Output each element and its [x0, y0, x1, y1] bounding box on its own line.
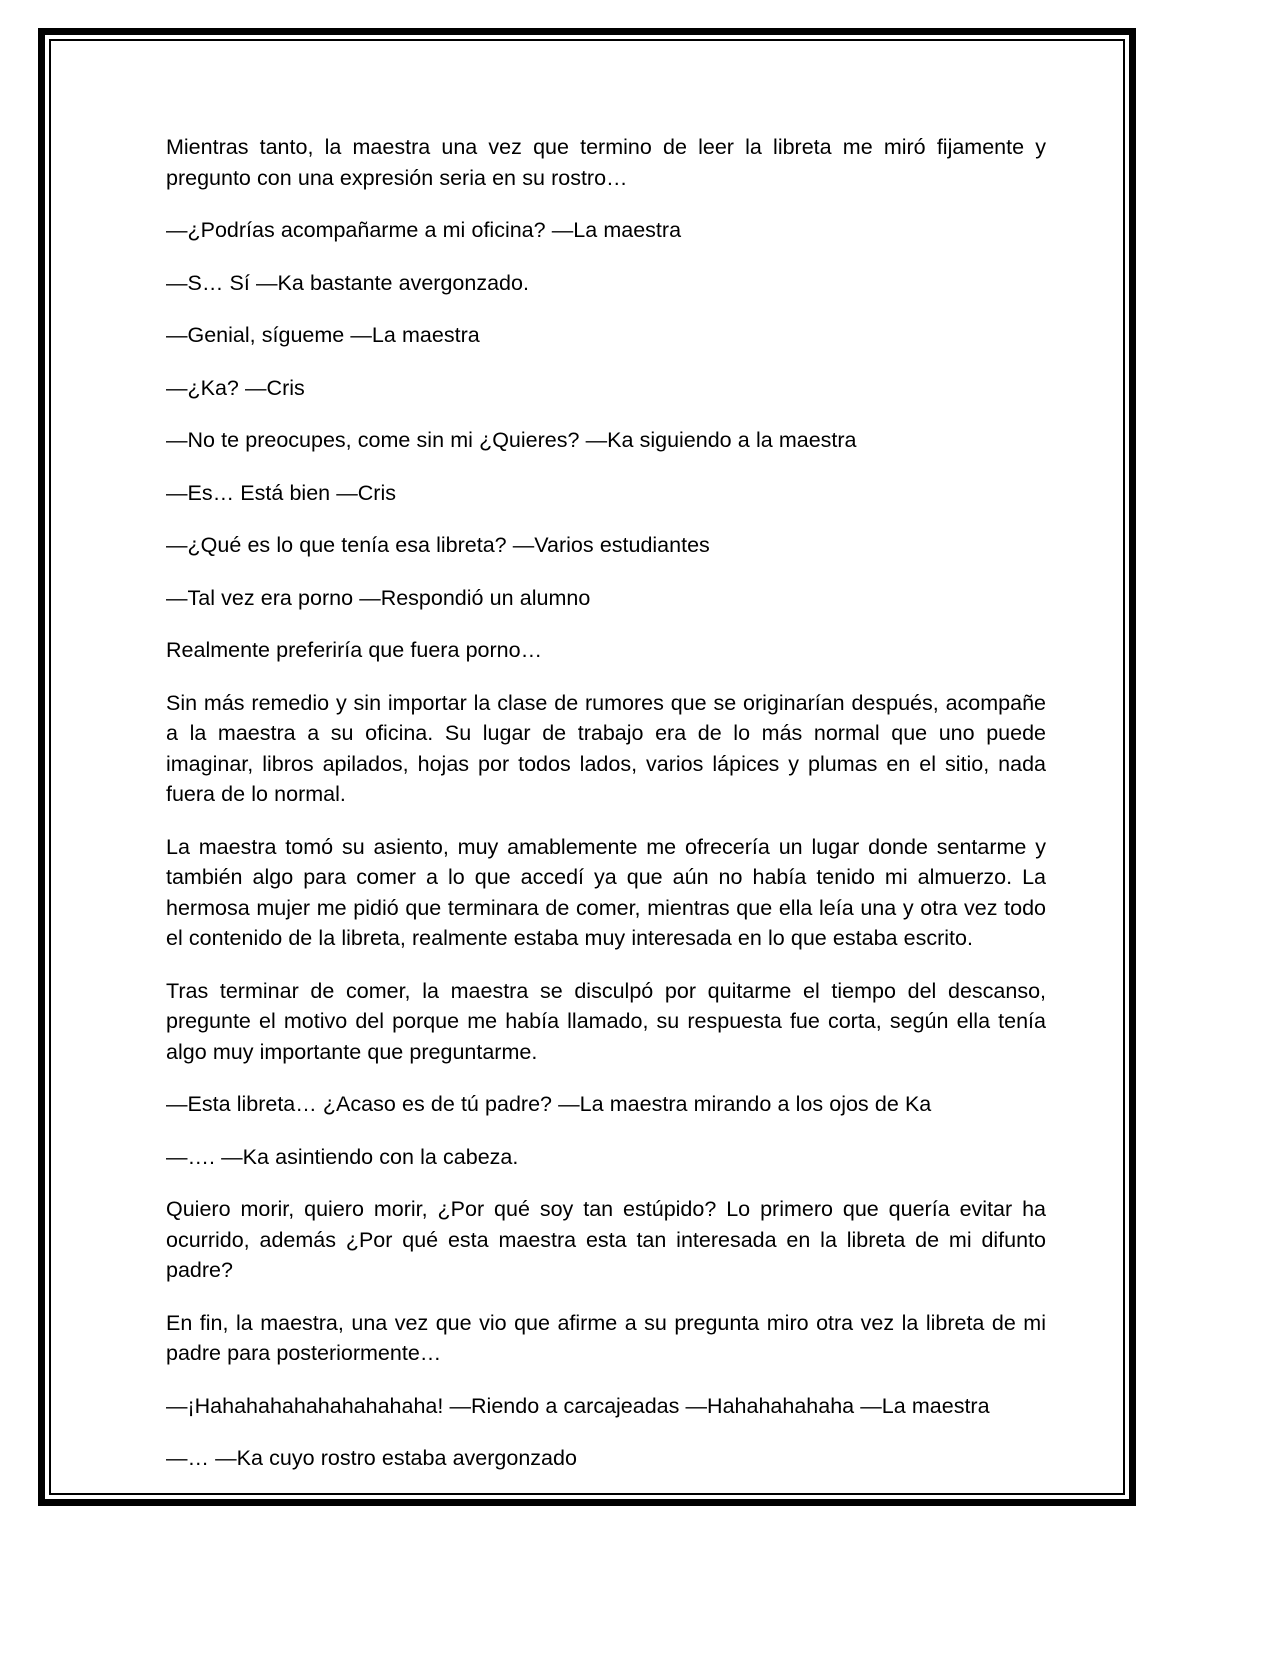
paragraph-narration: Tras terminar de comer, la maestra se disculpó por quitarme el tiempo del descanso, pregunte el motivo del porque me había llamado, su respuesta fue corta, según ella tenía algo muy importante que preguntarme.	[166, 978, 1046, 1064]
paragraph-dialogue: —Tal vez era porno —Respondió un alumno	[166, 585, 591, 610]
paragraph-dialogue: —No te preocupes, come sin mi ¿Quieres? —Ka siguiendo a la maestra	[166, 428, 857, 453]
paragraph-dialogue: —…. —Ka asintiendo con la cabeza.	[166, 1144, 519, 1169]
paragraph-narration: Realmente preferiría que fuera porno…	[166, 638, 543, 663]
paragraph-narration: Sin más remedio y sin importar la clase de rumores que se originarían después, acompañe a la maestra a su oficina. Su lugar de trabajo era de lo más normal que uno puede imaginar, libros apilados, hojas por todos lados, varios lápices y plumas en el sitio, nada fuera de lo normal.	[166, 690, 1046, 807]
paragraph-narration: Mientras tanto, la maestra una vez que termino de leer la libreta me miró fijamente y pregunto con una expresión seria en su rostro…	[166, 135, 1046, 190]
paragraph-narration: Quiero morir, quiero morir, ¿Por qué soy tan estúpido? Lo primero que quería evitar ha ocurrido, además ¿Por qué esta maestra esta tan interesada en la libreta de mi difunto padre?	[166, 1197, 1046, 1283]
paragraph-dialogue: —¡Hahahahahahahahahaha! —Riendo a carcajeadas —Hahahahahaha —La maestra	[166, 1393, 990, 1418]
document-body	[166, 132, 1046, 1474]
paragraph-dialogue: —S… Sí —Ka bastante avergonzado.	[166, 270, 529, 295]
paragraph-narration: La maestra tomó su asiento, muy amablemente me ofrecería un lugar donde sentarme y también algo para comer a lo que accedí ya que aún no había tenido mi almuerzo. La hermosa mujer me pidió que terminara de comer, mientras que ella leía una y otra vez todo el contenido de la libreta, realmente estaba muy interesada en lo que estaba escrito.	[166, 834, 1046, 951]
paragraph-dialogue: —¿Podrías acompañarme a mi oficina? —La maestra	[166, 218, 682, 243]
paragraph-narration: En fin, la maestra, una vez que vio que afirme a su pregunta miro otra vez la libreta de mi padre para posteriormente…	[166, 1310, 1046, 1366]
paragraph-dialogue: —Es… Está bien —Cris	[166, 480, 396, 505]
paragraph-dialogue: —¿Ka? —Cris	[166, 375, 305, 400]
paragraph-dialogue: —… —Ka cuyo rostro estaba avergonzado	[166, 1446, 577, 1471]
paragraph-dialogue: —Esta libreta… ¿Acaso es de tú padre? —La maestra mirando a los ojos de Ka	[166, 1092, 932, 1117]
paragraph-dialogue: —¿Qué es lo que tenía esa libreta? —Varios estudiantes	[166, 533, 710, 558]
paragraph-dialogue: —Genial, sígueme —La maestra	[166, 323, 480, 348]
